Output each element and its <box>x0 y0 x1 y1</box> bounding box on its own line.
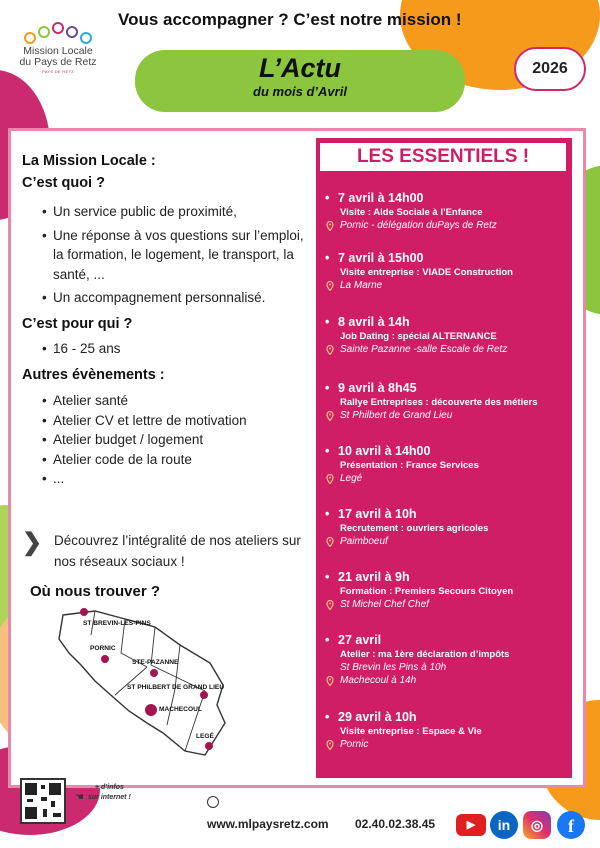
qr-code[interactable] <box>20 778 66 824</box>
list-item: • Atelier code de la route <box>42 450 312 470</box>
map-marker-st-brevin <box>80 608 88 616</box>
youtube-icon[interactable]: ▶ <box>456 814 486 836</box>
essentials-title: LES ESSENTIELS ! <box>318 141 568 173</box>
event-date: • 9 avril à 8h45 <box>322 381 568 395</box>
town-label: LEGÉ <box>196 733 214 740</box>
list-item: • Atelier CV et lettre de motivation <box>42 411 312 431</box>
chevron-right-icon: ❯ <box>22 529 43 556</box>
website-link[interactable]: www.mlpaysretz.com <box>207 817 329 831</box>
event-description: Atelier : ma 1ère déclaration d’impôts <box>340 649 510 660</box>
event-item <box>322 251 568 291</box>
event-description: Recrutement : ouvriers agricoles <box>340 523 489 534</box>
event-item <box>322 191 568 231</box>
event-description: Visite entreprise : Espace & Vie <box>340 726 482 737</box>
list-item: • Atelier budget / logement <box>42 430 312 450</box>
logo-people-icon <box>18 18 98 44</box>
territory-map <box>55 605 235 765</box>
event-description: Présentation : France Services <box>340 460 479 471</box>
location-pin-icon <box>326 411 334 421</box>
event-location-text: Pornic - délégation duPays de Retz <box>340 220 497 231</box>
event-date: • 17 avril à 10h <box>322 507 568 521</box>
actu-banner <box>135 50 465 112</box>
location-pin-icon <box>326 740 334 750</box>
logo-tag: PAYS DE RETZ <box>42 69 74 74</box>
location-pin-icon <box>326 600 334 610</box>
list-item: • Un accompagnement personnalisé. <box>42 288 312 308</box>
list-item: • Un service public de proximité, <box>42 202 312 222</box>
what-heading <box>22 150 312 194</box>
event-location <box>322 599 568 610</box>
location-pin-icon <box>326 537 334 547</box>
page-headline: Vous accompagner ? C’est notre mission ! <box>118 10 462 29</box>
event-item <box>322 444 568 484</box>
event-item <box>322 507 568 547</box>
phone-number[interactable]: 02.40.02.38.45 <box>355 817 436 831</box>
location-pin-icon <box>326 221 334 231</box>
what-list <box>42 202 312 308</box>
more-info-line2: sur internet ! <box>88 794 131 801</box>
what-heading-line1: La Mission Locale : <box>22 153 156 169</box>
location-pin-icon <box>326 676 334 686</box>
event-location-text: St Philbert de Grand Lieu <box>340 410 453 421</box>
town-label: PORNIC <box>90 645 116 652</box>
map-marker-machecoul <box>145 704 157 716</box>
where-title: Où nous trouver ? <box>30 583 161 600</box>
event-location-text: Sainte Pazanne -salle Escale de Retz <box>340 344 508 355</box>
event-item <box>322 381 568 421</box>
list-item: • ... <box>42 469 312 489</box>
event-date: • 7 avril à 14h00 <box>322 191 568 205</box>
who-list <box>42 339 312 359</box>
location-pin-icon <box>326 474 334 484</box>
event-date: • 7 avril à 15h00 <box>322 251 568 265</box>
discover-text: Découvrez l’intégralité de nos ateliers sur nos réseaux sociaux ! <box>54 533 301 569</box>
event-location <box>322 280 568 291</box>
event-location-text: Legé <box>340 473 363 484</box>
event-date: • 21 avril à 9h <box>322 570 568 584</box>
event-date: • 29 avril à 10h <box>322 710 568 724</box>
event-date: • 27 avril <box>322 633 568 647</box>
more-info-text <box>88 783 131 803</box>
map-marker-pornic <box>101 655 109 663</box>
facebook-icon[interactable]: f <box>557 811 585 839</box>
year-badge: 2026 <box>514 47 586 91</box>
events-list <box>42 391 312 489</box>
who-heading: C’est pour qui ? <box>22 315 133 332</box>
what-heading-line2: C’est quoi ? <box>22 175 105 191</box>
pointing-hand-icon: ☚ <box>75 792 84 803</box>
mission-locale-logo <box>18 18 98 74</box>
event-description: Formation : Premiers Secours Citoyen <box>340 586 514 597</box>
events-heading: Autres évènements : <box>22 367 165 383</box>
event-description: Rallye Entreprises : découverte des métiers <box>340 397 538 408</box>
event-location-text: Paimboeuf <box>340 536 388 547</box>
event-location <box>322 536 568 547</box>
event-date: • 8 avril à 14h <box>322 315 568 329</box>
event-item <box>322 710 568 750</box>
map-marker-ste-pazanne <box>150 669 158 677</box>
logo-name: Mission Locale du Pays de Retz <box>19 45 97 68</box>
list-item: • 16 - 25 ans <box>42 339 312 359</box>
event-location-text: St Michel Chef Chef <box>340 599 429 610</box>
actu-title: L’Actu <box>259 53 341 83</box>
list-item: • Atelier santé <box>42 391 312 411</box>
location-pin-icon <box>326 281 334 291</box>
event-location <box>322 410 568 421</box>
event-location-text: St Brevin les Pins à 10h <box>340 662 447 673</box>
event-date: • 10 avril à 14h00 <box>322 444 568 458</box>
event-description: Visite entreprise : VIADE Construction <box>340 267 513 278</box>
list-item: • Une réponse à vos questions sur l’emploi, la formation, le logement, le transport, la santé, ... <box>42 226 312 285</box>
town-label: STE-PAZANNE <box>132 659 179 666</box>
event-location <box>322 473 568 484</box>
town-label: MACHECOUL <box>159 706 202 713</box>
event-location-text: Pornic <box>340 739 369 750</box>
event-location-text: La Marne <box>340 280 383 291</box>
more-info-line1: + d’infos <box>94 784 124 791</box>
event-description: Visite : Aide Sociale à l’Enfance <box>340 207 483 218</box>
town-label: ST PHILBERT DE GRAND LIEU <box>127 684 225 691</box>
event-location-extra: Machecoul à 14h <box>340 675 417 686</box>
linkedin-icon[interactable]: in <box>490 811 518 839</box>
event-item <box>322 633 568 686</box>
event-item <box>322 570 568 610</box>
location-pin-icon <box>326 345 334 355</box>
mission-info-section <box>22 150 312 489</box>
map-marker-lege <box>205 742 213 750</box>
discover-social <box>24 530 314 572</box>
event-location <box>322 344 568 355</box>
event-location <box>322 675 568 686</box>
event-item <box>322 315 568 355</box>
event-location <box>322 220 568 231</box>
actu-subtitle: du mois d’Avril <box>253 84 347 99</box>
map-marker-st-philbert <box>200 691 208 699</box>
instagram-icon[interactable]: ◎ <box>523 811 551 839</box>
decorative-circle <box>207 796 219 808</box>
town-label: ST BREVIN-LES-PINS <box>83 620 151 627</box>
event-location <box>322 739 568 750</box>
event-description: Job Dating : spécial ALTERNANCE <box>340 331 497 342</box>
